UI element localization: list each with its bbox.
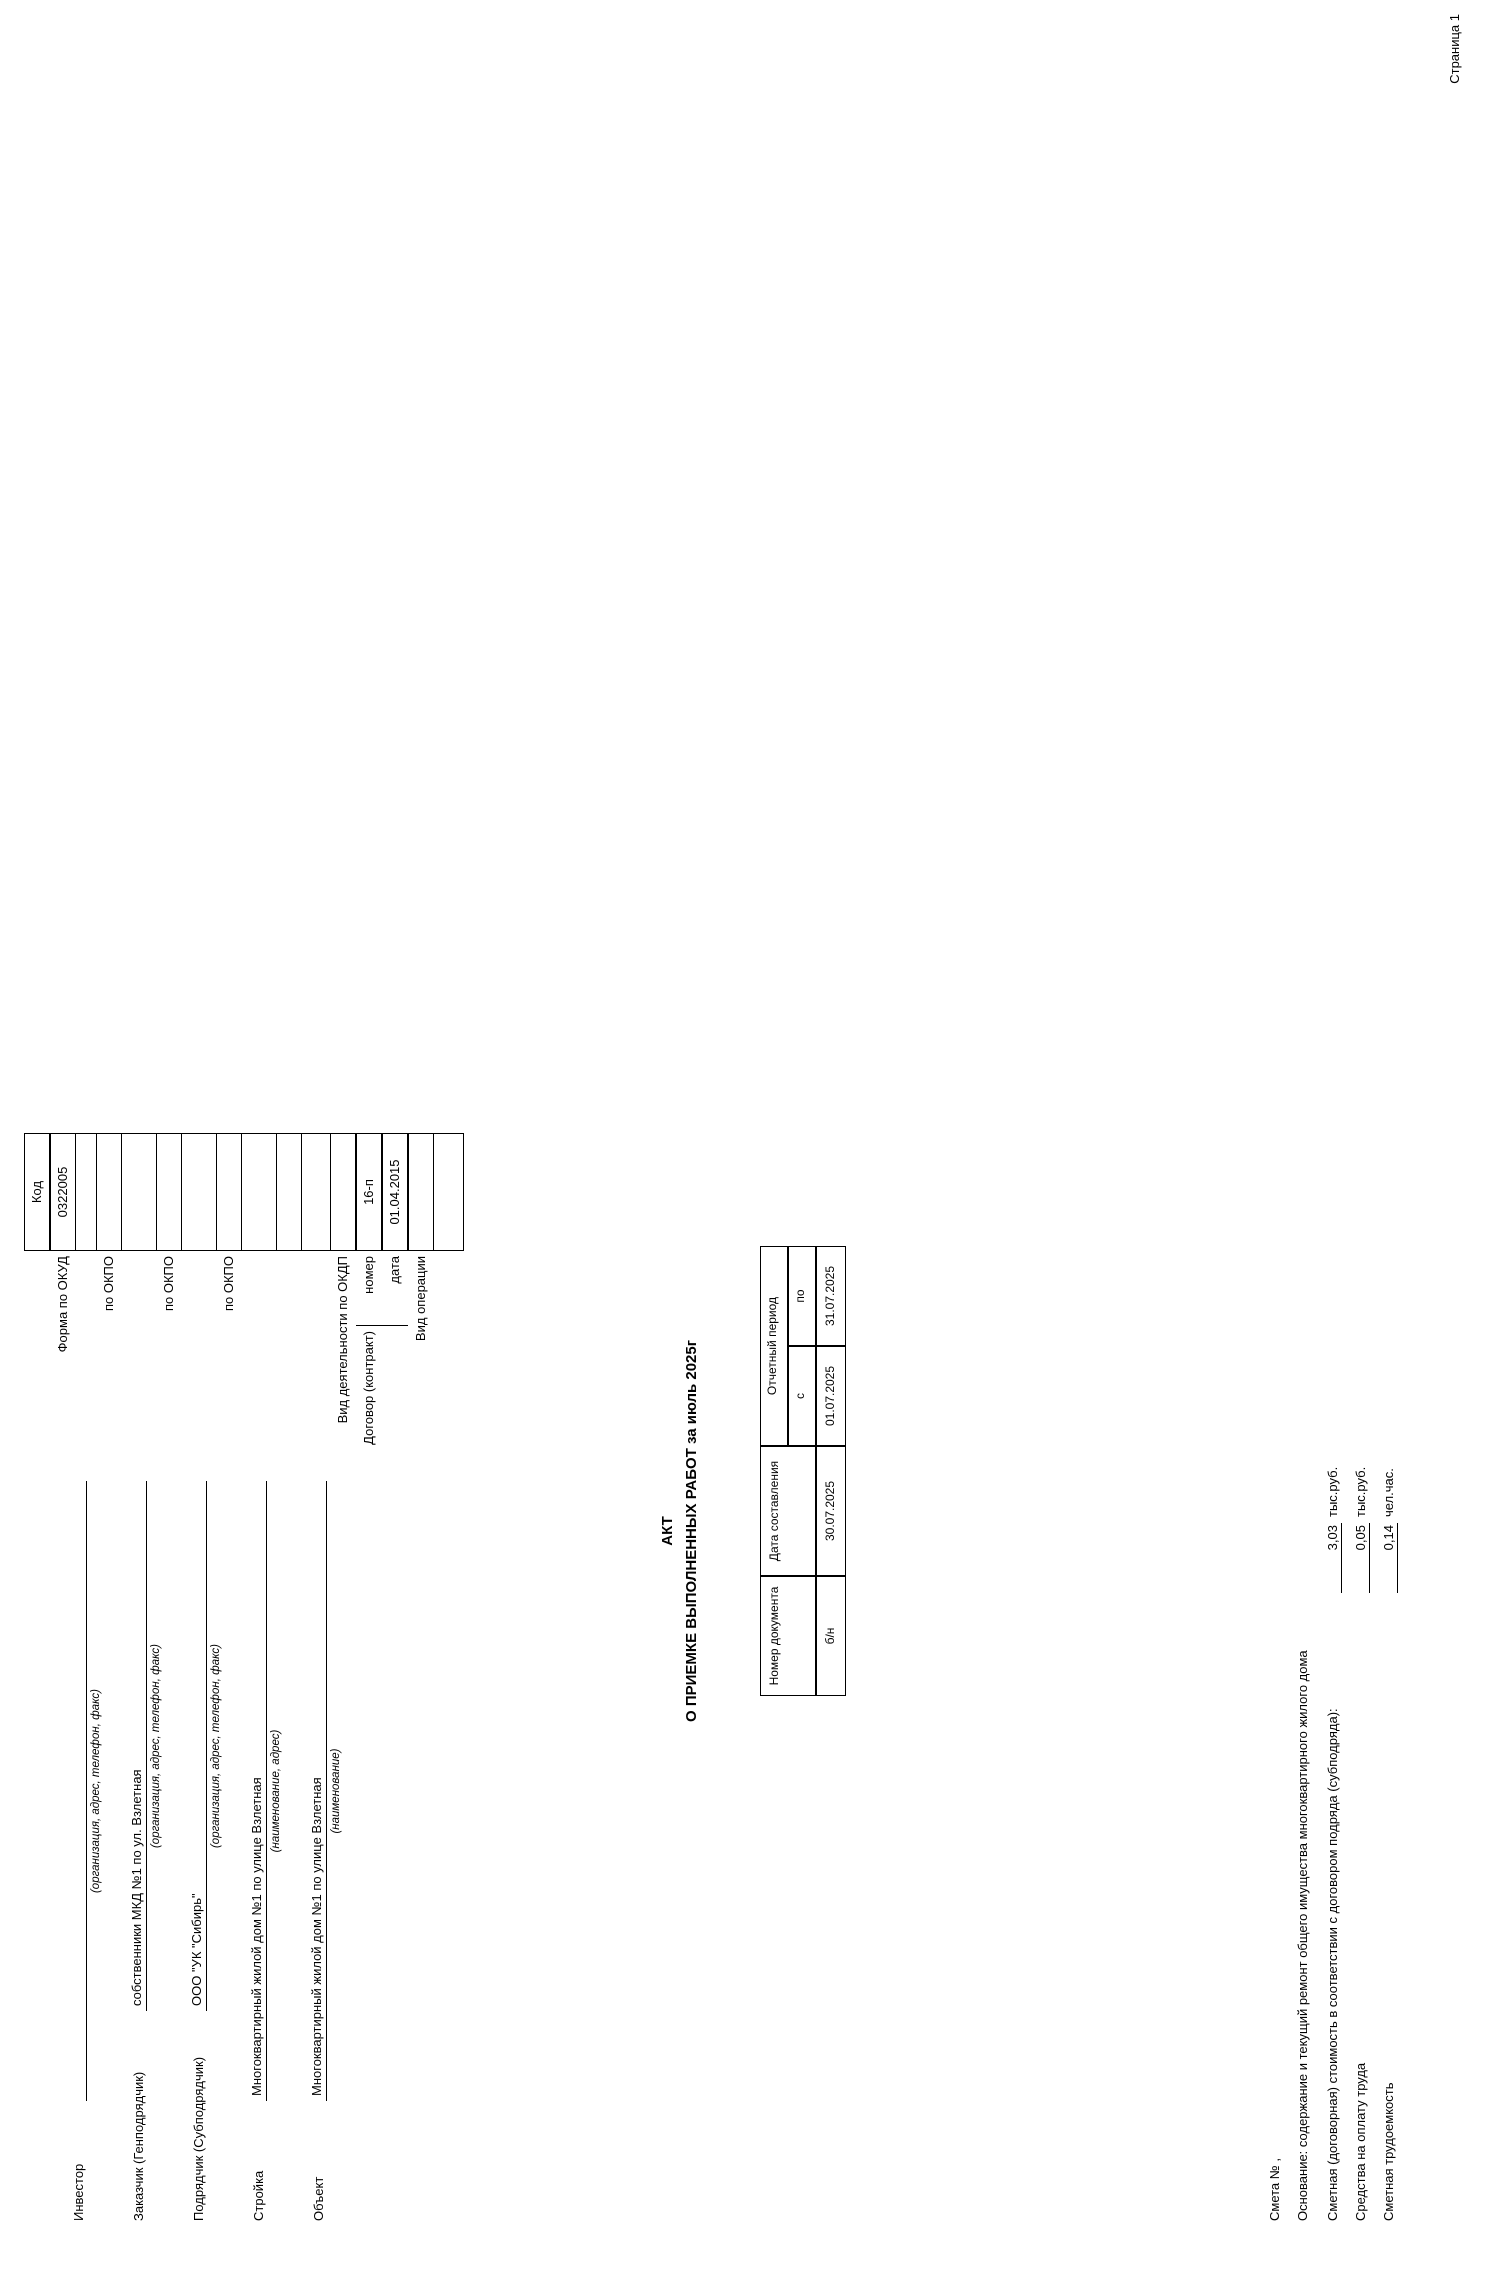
- summary-row-2-value: 0,14: [1381, 1525, 1396, 1551]
- codes-row-2-label: по ОКПО: [161, 1256, 176, 1312]
- codes-row-8-label: Вид операции: [413, 1256, 428, 1342]
- basis-label: Основание: содержание и текущий ремонт общего имущества многоквартирного жилого дома: [1295, 1650, 1310, 2221]
- summary-row-2-unit: чел.час.: [1381, 1468, 1396, 1517]
- party-hint-1: (организация, адрес, телефон, факс): [150, 1643, 162, 1849]
- summary-row-0-label: Сметная (договорная) стоимость в соответствии с договором подряда (субподряда):: [1325, 1708, 1340, 2221]
- doc-period-to-header: по: [793, 1289, 807, 1303]
- party-label-4: Объект: [311, 2176, 326, 2221]
- codes-row-0-value: 0322005: [55, 1166, 70, 1218]
- summary-row-1-unit: тыс.руб.: [1353, 1466, 1368, 1517]
- party-rule-3: [266, 1481, 267, 2101]
- codes-row-7-label: дата: [387, 1256, 402, 1284]
- codes-row-5-cell: [330, 1133, 356, 1251]
- doc-period-from-value: 01.07.2025: [823, 1365, 837, 1427]
- party-label-1: Заказчик (Генподрядчик): [131, 2071, 146, 2221]
- codes-row-1-label: по ОКПО: [101, 1256, 116, 1312]
- summary-row-0-value: 3,03: [1325, 1525, 1340, 1551]
- codes-row-0-label: Форма по ОКУД: [55, 1256, 70, 1353]
- summary-row-1-rule: [1369, 1523, 1370, 1593]
- summary-row-0-rule: [1341, 1523, 1342, 1593]
- summary-row-2-label: Сметная трудоемкость: [1381, 2082, 1396, 2221]
- contract-bracket: [356, 1325, 408, 1326]
- codes-row-1-cell: [96, 1133, 122, 1251]
- doc-number-value: б/н: [823, 1627, 837, 1645]
- party-hint-4: (наименование): [330, 1748, 342, 1834]
- party-label-3: Стройка: [251, 2170, 266, 2221]
- codes-row-8-cell: [408, 1133, 434, 1251]
- party-hint-0: (организация, адрес, телефон, факс): [90, 1688, 102, 1894]
- summary-row-1-value: 0,05: [1353, 1525, 1368, 1551]
- party-value-3: Многоквартирный жилой дом №1 по улице Взлетная: [249, 1777, 264, 2096]
- party-value-2: ООО "УК "Сибирь": [189, 1893, 204, 2006]
- summary-row-0-unit: тыс.руб.: [1325, 1466, 1340, 1517]
- codes-row-6-value: 16-п: [361, 1179, 376, 1205]
- doc-date-value: 30.07.2025: [823, 1480, 837, 1542]
- page-number: Страница 1: [1447, 14, 1462, 84]
- party-label-0: Инвестор: [71, 2163, 86, 2221]
- summary-row-1-label: Средства на оплату труда: [1353, 2062, 1368, 2221]
- summary-row-2-rule: [1397, 1523, 1398, 1593]
- party-hint-2: (организация, адрес, телефон, факс): [210, 1643, 222, 1849]
- codes-table-header: Код: [29, 1180, 44, 1204]
- codes-row-7-value: 01.04.2015: [387, 1159, 402, 1225]
- party-rule-4: [326, 1481, 327, 2101]
- party-rule-2: [206, 1481, 207, 2011]
- party-label-2: Подрядчик (Субподрядчик): [191, 2056, 206, 2221]
- doc-period-from-header: с: [793, 1393, 807, 1399]
- codes-row-5-label: Вид деятельности по ОКДП: [335, 1256, 350, 1424]
- codes-row-3-label: по ОКПО: [221, 1256, 236, 1312]
- doc-period-header: Отчетный период: [765, 1296, 779, 1396]
- party-value-4: Многоквартирный жилой дом №1 по улице Взлетная: [309, 1777, 324, 2096]
- codes-row-6-label: номер: [361, 1256, 376, 1294]
- contract-label: Договор (контракт): [361, 1331, 376, 1445]
- estimate-number-label: Смета № ,: [1267, 2158, 1282, 2221]
- codes-row-2-cell: [156, 1133, 182, 1251]
- doc-title-line2: О ПРИЕМКЕ ВЫПОЛНЕННЫХ РАБОТ за июль 2025г: [683, 1340, 700, 1722]
- party-rule-1: [146, 1481, 147, 2011]
- doc-number-header: Номер документа: [767, 1586, 781, 1686]
- doc-title-line1: АКТ: [659, 1516, 676, 1546]
- party-hint-3: (наименование, адрес): [270, 1729, 282, 1853]
- party-value-1: собственники МКД №1 по ул. Взлетная: [129, 1769, 144, 2006]
- party-rule-0: [86, 1481, 87, 2101]
- codes-row-4-cell: [276, 1133, 302, 1251]
- doc-period-to-value: 31.07.2025: [823, 1265, 837, 1327]
- doc-date-header: Дата составления: [767, 1460, 781, 1562]
- codes-row-3-cell: [216, 1133, 242, 1251]
